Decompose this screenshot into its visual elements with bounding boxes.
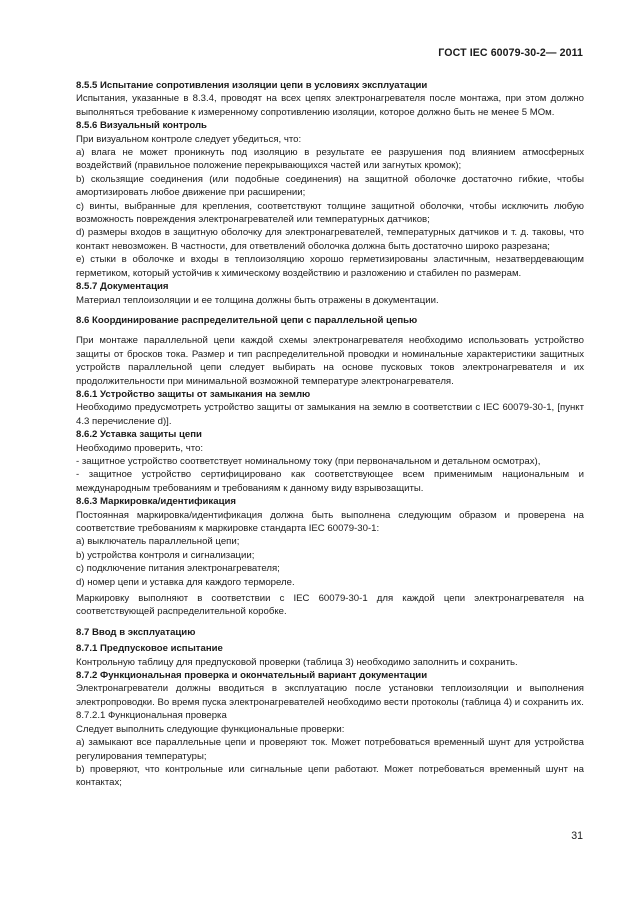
list-item: - защитное устройство соответствует номинальному току (при первоначальном и детальном осмотрах), — [76, 455, 541, 467]
heading-8-6-3: 8.6.3 Маркировка/идентификация — [76, 496, 236, 508]
list-item: a) замыкают все параллельные цепи и проверяют ток. Может потребоваться временный шунт для устройства регулирования температуры; — [76, 737, 584, 762]
list-item: - защитное устройство сертифицировано как соответствующее всем применимым национальным и международным требованиям и требованиям к данному виду взрывозащиты. — [76, 469, 584, 494]
paragraph: Электронагреватели должны вводиться в эксплуатацию после установки теплоизоляции и выполнения электропроводки. Во время пуска электронагревателей необходимо вести протоколы (таблица 4) и сохранить их. — [76, 683, 584, 708]
paragraph: При монтаже параллельной цепи каждой схемы электронагревателя необходимо использовать устройство защиты от бросков тока. Размер и тип распределительной проводки и номинальные характеристики защитных устройств параллельной цепи следует выбирать на основе пусковых токов электронагревателя и их продолжительности при минимальной возможной температуре электронагревателя. — [76, 335, 584, 387]
list-item: e) стыки в оболочке и входы в теплоизоляцию хорошо герметизированы эластичным, незатвердевающим герметиком, который устойчив к химическому воздействию и разложению и стабилен по размерам. — [76, 254, 584, 279]
heading-8-6-2: 8.6.2 Уставка защиты цепи — [76, 429, 202, 441]
list-item: c) подключение питания электронагревателя; — [76, 563, 280, 575]
paragraph: При визуальном контроле следует убедиться, что: — [76, 133, 302, 145]
list-item: d) размеры входов в защитную оболочку для электронагревателей, температурных датчиков и т. д. таковы, что контакт невозможен. В частности, для ответвлений оболочка должна быть достаточно широко разрезана; — [76, 227, 584, 252]
heading-8-7-1: 8.7.1 Предпусковое испытание — [76, 643, 223, 655]
paragraph: Постоянная маркировка/идентификация должна быть выполнена следующим образом и проверена на соответствие требованиям к маркировке стандарта IEC 60079-30-1: — [76, 509, 584, 534]
list-item: b) скользящие соединения (или подобные соединения) на защитной оболочке достаточно гибкие, чтобы амортизировать любое движение при расширении; — [76, 173, 584, 199]
heading-8-6: 8.6 Координирование распределительной цепи с параллельной цепью — [76, 314, 418, 326]
paragraph: Материал теплоизоляции и ее толщина должны быть отражены в документации. — [76, 294, 439, 306]
paragraph: Следует выполнить следующие функциональные проверки: — [76, 723, 345, 735]
heading-8-5-6: 8.5.6 Визуальный контроль — [76, 120, 207, 132]
paragraph: Маркировку выполняют в соответствии с IEC 60079-30-1 для каждой цепи электронагревателя на соответствующей распределительной коробке. — [76, 593, 584, 618]
subheading-8-7-2-1: 8.7.2.1 Функциональная проверка — [76, 710, 227, 722]
list-item: d) номер цепи и уставка для каждого термореле. — [76, 576, 295, 588]
list-item: a) влага не может проникнуть под изоляцию в результате ее разрушения под влиянием атмосферных воздействий (правильное положение перекрывающихся частей или загнутых кромок); — [76, 147, 584, 172]
paragraph: Контрольную таблицу для предпусковой проверки (таблица 3) необходимо заполнить и сохранить. — [76, 656, 518, 668]
paragraph: Испытания, указанные в 8.3.4, проводят на всех цепях электронагревателя после монтажа, при этом должно выполняться требование к измеренному сопротивлению изоляции, которое должно быть не менее 5 МОм. — [76, 93, 584, 118]
list-item: c) винты, выбранные для крепления, соответствуют толщине защитной оболочки, чтобы исключить любую возможность повреждения электронагревателей или температурных датчиков; — [76, 200, 584, 226]
heading-8-5-5: 8.5.5 Испытание сопротивления изоляции цепи в условиях эксплуатации — [76, 80, 428, 91]
paragraph: Необходимо проверить, что: — [76, 442, 204, 454]
document-body — [62, 79, 584, 790]
heading-8-7: 8.7 Ввод в эксплуатацию — [76, 626, 196, 638]
document-header: ГОСТ IEC 60079-30-2— 2011 — [438, 47, 583, 59]
heading-8-5-7: 8.5.7 Документация — [76, 281, 169, 293]
list-item: a) выключатель параллельной цепи; — [76, 536, 240, 548]
list-item: b) устройства контроля и сигнализации; — [76, 549, 255, 561]
list-item: b) проверяют, что контрольные или сигнальные цепи работают. Может потребоваться временный шунт на контактах; — [76, 763, 584, 789]
heading-8-7-2: 8.7.2 Функциональная проверка и окончательный вариант документации — [76, 670, 428, 682]
page-number: 31 — [571, 830, 583, 842]
heading-8-6-1: 8.6.1 Устройство защиты от замыкания на землю — [76, 388, 311, 400]
paragraph: Необходимо предусмотреть устройство защиты от замыкания на землю в соответствии с IEC 60079-30-1, [пункт 4.3 перечисление d)]. — [76, 402, 584, 427]
